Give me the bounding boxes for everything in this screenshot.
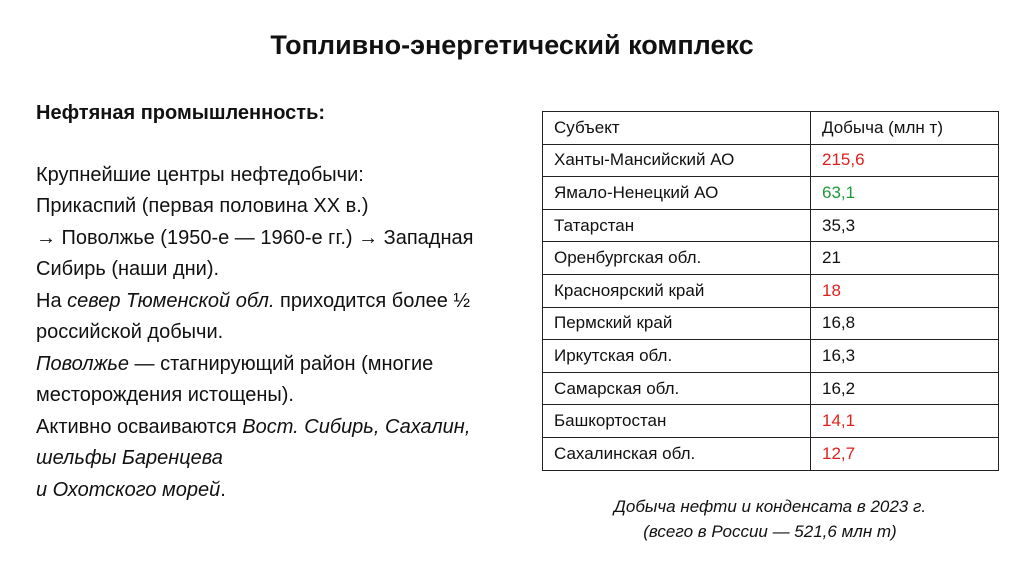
italic-text: шельфы Баренцева [36,447,223,469]
section-heading: Нефтяная промышленность: [36,102,326,124]
subject-cell: Башкортостан [543,405,811,438]
production-value-cell: 14,1 [811,405,999,438]
table-row [543,242,999,275]
table-row [543,177,999,210]
italic-text: север Тюменской обл. [67,289,275,312]
text-segment: Активно осваиваются [36,415,243,438]
subject-cell: Иркутская обл. [543,340,811,373]
table-row [543,437,999,470]
production-value-cell: 16,2 [811,372,999,405]
paragraph-lines [36,160,546,507]
text-segment: На [36,289,68,312]
text-line [36,191,546,223]
production-value-cell: 215,6 [811,144,999,177]
subject-cell: Оренбургская обл. [543,242,811,275]
table-row [543,372,999,405]
table-row [543,209,999,242]
table-row [543,274,999,307]
text-segment: месторождения истощены). [36,384,294,406]
caption-line-2: (всего в России — 521,6 млн т) [643,522,897,541]
italic-text: Вост. Сибирь, Сахалин, [242,415,471,438]
subject-cell: Ямало-Ненецкий АО [543,177,811,210]
production-value-cell: 16,3 [811,340,999,373]
table-header-row [543,112,999,145]
subject-cell: Ханты-Мансийский АО [543,144,811,177]
header-subject: Субъект [543,112,811,145]
subject-cell: Татарстан [543,209,811,242]
text-line [36,412,546,444]
table-row [543,307,999,340]
production-value-cell: 63,1 [811,177,999,210]
subject-cell: Красноярский край [543,274,811,307]
text-line [36,380,546,412]
subject-cell: Пермский край [543,307,811,340]
table-row [543,340,999,373]
table-row [543,144,999,177]
table-row [543,405,999,438]
italic-text: и Охотского морей [36,478,221,501]
text-segment: — стагнирующий район (многие [128,352,434,375]
production-value-cell: 12,7 [811,437,999,470]
text-line [36,160,546,192]
text-line [36,349,546,381]
text-segment: Сибирь (наши дни). [36,258,220,280]
text-segment: → Поволжье (1950-е — 1960-е гг.) → Западная [36,226,474,249]
subject-cell: Самарская обл. [543,372,811,405]
text-line [36,317,546,349]
text-segment: Прикаспий (первая половина XX в.) [36,195,369,217]
table-caption [542,494,998,544]
left-text-block [36,98,546,506]
text-segment: российской добычи. [36,321,224,343]
production-value-cell: 18 [811,274,999,307]
subject-cell: Сахалинская обл. [543,437,811,470]
text-line [36,286,546,318]
text-line [36,223,546,255]
text-line [36,475,546,507]
italic-text: Поволжье [36,352,129,375]
text-segment: . [220,478,226,501]
text-line [36,254,546,286]
production-value-cell: 21 [811,242,999,275]
production-value-cell: 35,3 [811,209,999,242]
production-table [542,111,999,471]
text-segment: приходится более ½ [274,289,471,312]
header-production: Добыча (млн т) [811,112,999,145]
caption-line-1: Добыча нефти и конденсата в 2023 г. [613,497,927,516]
text-segment: Крупнейшие центры нефтедобычи: [36,163,364,186]
production-value-cell: 16,8 [811,307,999,340]
text-line [36,443,546,475]
slide-title: Топливно-энергетический комплекс [270,30,754,60]
